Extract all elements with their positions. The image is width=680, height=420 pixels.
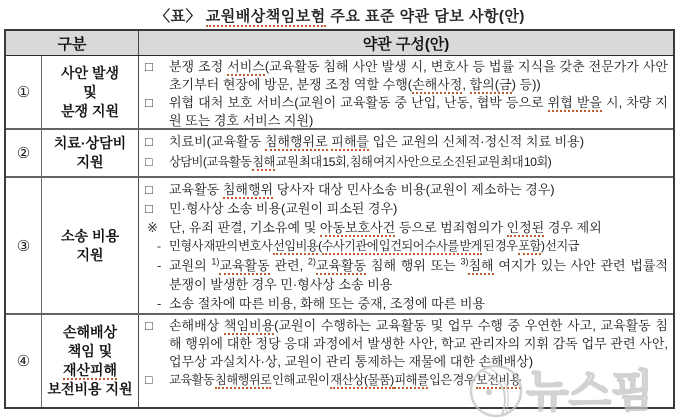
spellcheck-underlined-word: 손해사정: [412, 77, 463, 92]
clause-text: 민형사 재판의 변호사 선임비용(수사기관에 입건되어 수사를 받게 된 경우 포함) 선지급: [169, 239, 579, 253]
clause-text: 위협 대처 보호 서비스(교원이 교육활동 중 난입, 난동, 협박 등으로 위협 받을 시, 차량 지원 또는 경호 서비스 지원): [169, 95, 668, 128]
row-category-cell: [42, 178, 139, 313]
clause-item: [143, 58, 668, 94]
clause-item: [143, 180, 668, 199]
row-category-line: 보전비용 지원: [47, 381, 133, 397]
spellcheck-underlined-word: 아동보호사건: [319, 220, 396, 235]
spellcheck-underlined-word: 보전비용: [475, 373, 521, 387]
title-term-underlined: 교원배상책임보험: [205, 8, 326, 25]
row-category-line: 지원: [76, 246, 104, 263]
clause-item: [143, 199, 668, 218]
header-cell-category: 구분: [6, 31, 139, 55]
clause-text: 손해배상 책임비용(교원이 수행하는 교육활동 및 업무 수행 중 우연한 사고, 교육활동 침해 행위에 대한 정당 응대 과정에서 발생한 사안, 학교 관리자의 지휘 감독 업무 관련 사안, 업무상 과실치사·상, 교원이 관리 통제하는 재물에 대한 손해배상): [169, 318, 668, 369]
spellcheck-underlined-word: 선임비용: [272, 239, 319, 253]
spellcheck-underlined-word: 피해를: [331, 134, 369, 149]
checkbox-icon: □: [145, 182, 153, 197]
clause-text: 교육활동 침해행위로 인해 교원이 재산상(물품) 피해를 입은 경우 보전비용: [169, 373, 521, 387]
footnote-ref: 3): [460, 256, 469, 267]
row-category-line: 소송 비용: [61, 227, 119, 244]
spellcheck-underlined-word: 포함: [518, 239, 541, 253]
row-category-line: 및: [83, 83, 97, 100]
row-clauses-cell: [139, 130, 673, 176]
checkbox-icon: □: [145, 318, 153, 333]
spellcheck-underlined-word: 인정된: [506, 220, 545, 235]
spellcheck-underlined-word: 침해: [252, 155, 275, 169]
dash-bullet-icon: -: [157, 239, 161, 253]
clause-item: [143, 132, 668, 152]
row-number-badge: ③: [6, 178, 42, 313]
clause-item: [143, 94, 668, 128]
clause-text: 분쟁 조정 서비스(교육활동 침해 사안 발생 시, 변호사 등 법률 지식을 갖춘 전문가가 사안 초기부터 현장에 방문, 분쟁 조정 역할 수행(손해사정, 합의(금) 등)): [169, 59, 668, 92]
dash-bullet-icon: -: [157, 296, 162, 311]
watermark-text: 뉴스핌: [526, 367, 654, 416]
clause-text: 민·형사상 소송 비용(교원이 피소된 경우): [169, 201, 398, 216]
row-number-badge: ④: [6, 315, 42, 407]
spellcheck-underlined-word: 침해행위로: [214, 373, 272, 387]
clause-text: 교육활동 침해행위 당사자 대상 민사소송 비용(교원이 제소하는 경우): [169, 182, 555, 197]
checkbox-icon: □: [145, 373, 152, 387]
table-row: [6, 56, 673, 130]
row-category-line: 분쟁 지원: [61, 102, 119, 119]
footnote-ref: 2): [307, 256, 316, 267]
row-category-line: 책임 및: [67, 343, 113, 359]
row-category-cell: [42, 56, 139, 128]
clause-text: 소송 절차에 따른 비용, 화해 또는 중재, 조정에 따른 비용: [169, 296, 486, 311]
clause-item: [143, 256, 668, 294]
clause-item: [143, 218, 668, 237]
footnote-ref: 1): [211, 256, 220, 267]
row-clauses-cell: [139, 178, 673, 313]
dash-bullet-icon: -: [157, 258, 162, 273]
checkbox-icon: □: [145, 201, 153, 216]
clause-item: [143, 237, 668, 256]
insurance-coverage-table: [4, 29, 675, 409]
row-category-line: 사안 발생: [61, 64, 119, 81]
spellcheck-underlined-word: 교육활동: [219, 258, 270, 273]
row-number-badge: ②: [6, 130, 42, 176]
clause-item: [143, 152, 668, 172]
page-title: [0, 5, 680, 26]
clause-item: [143, 371, 668, 389]
note-marker-icon: ※: [147, 220, 158, 235]
row-category-line: 지원: [76, 154, 104, 170]
checkbox-icon: □: [145, 95, 153, 110]
table-header-row: [6, 31, 673, 56]
title-suffix: 주요 표준 약관 담보 사항(안): [325, 8, 525, 25]
header-cell-clauses: 약관 구성(안): [362, 35, 450, 53]
row-number-badge: ①: [6, 56, 42, 128]
spellcheck-underlined-word: 침해행위로: [264, 134, 328, 149]
spellcheck-underlined-word: 재산피해: [62, 362, 118, 378]
spellcheck-underlined-word: 재산상(물품): [330, 373, 394, 387]
clause-text: 상담비(교육활동 침해 교원 최대 15회, 침해 여지 사안으로 소진된 교원 최대 10회): [169, 155, 552, 169]
spellcheck-underlined-word: 침해: [468, 258, 494, 273]
row-category-line: 치료·상담비: [53, 135, 127, 151]
clause-text: 치료비(교육활동 침해행위로 피해를 입은 교원의 신체적·정신적 치료 비용): [169, 134, 585, 149]
checkbox-icon: □: [145, 59, 153, 74]
spellcheck-underlined-word: 서비스: [227, 59, 265, 74]
row-category-line: [63, 361, 117, 380]
clause-text: 단, 유죄 판결, 기소유예 및 아동보호사건 등으로 범죄혐의가 인정된 경우 제외: [169, 220, 602, 235]
checkbox-icon: □: [145, 155, 152, 169]
table-row: [6, 315, 673, 407]
spellcheck-underlined-word: 피해를: [394, 373, 429, 387]
table-row: [6, 178, 673, 315]
table-row: [6, 130, 673, 178]
spellcheck-underlined-word: 합의(금: [469, 77, 512, 92]
spellcheck-underlined-word: 교육활동: [315, 258, 367, 273]
table-body: [6, 56, 673, 407]
row-category-cell: [42, 130, 139, 176]
row-category-cell: [42, 315, 139, 407]
row-clauses-cell: [139, 56, 673, 128]
checkbox-icon: □: [145, 134, 153, 149]
clause-text: 교원의 $^{1)}$교육활동 관련, $^{2)}$교육활동 침해 행위 또는 $^{3)}$침해 여지가 있는 사안 관련 법률적 분쟁이 발생한 경우 민·형사상 소송 비용: [169, 256, 668, 292]
spellcheck-underlined-word: 침해행위: [222, 182, 274, 197]
spellcheck-underlined-word: 책임비용: [223, 318, 275, 333]
row-category-line: 손해배상: [62, 324, 118, 340]
spellcheck-underlined-word: 수사기관에 입건되어 수사를 받게: [321, 239, 482, 253]
row-clauses-cell: [139, 315, 673, 407]
clause-item: [143, 317, 668, 371]
clause-item: [143, 294, 668, 313]
spellcheck-underlined-word: 위협 받을: [547, 95, 602, 110]
title-prefix: 〈표〉: [155, 8, 206, 25]
